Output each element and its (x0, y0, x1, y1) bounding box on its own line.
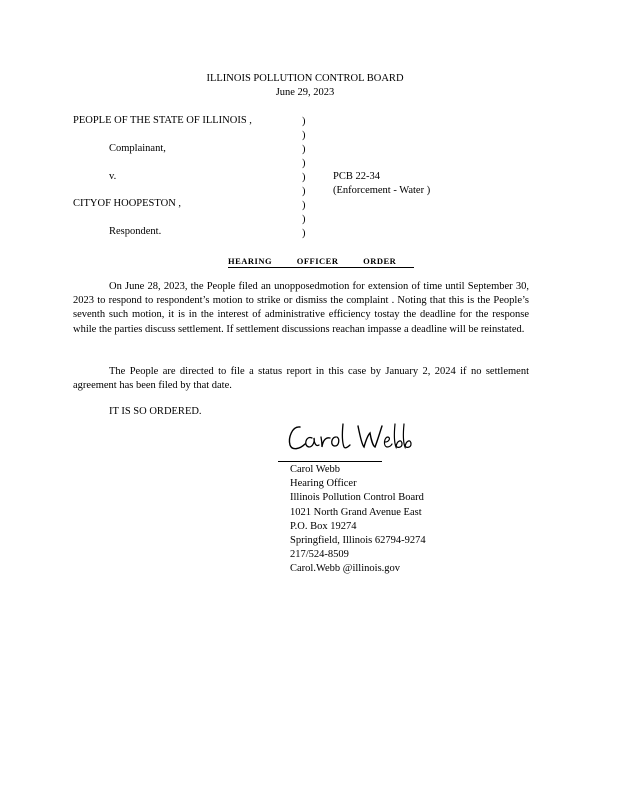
signer-agency: Illinois Pollution Control Board (290, 492, 424, 504)
handwritten-signature (286, 418, 414, 458)
order-paragraph-2: The People are directed to file a status report in this case by January 2, 2024 if no settlement agreement has been filed by that date. (73, 366, 529, 392)
phone-number: 217/524-8509 (290, 549, 349, 561)
case-type: (Enforcement - Water ) (333, 185, 431, 196)
paren: ) (302, 228, 306, 239)
paren: ) (302, 200, 306, 211)
paren: ) (302, 144, 306, 155)
signer-name: Carol Webb (290, 464, 340, 475)
order-title: HEARING OFFICER ORDER (228, 256, 414, 268)
closing-statement: IT IS SO ORDERED. (109, 406, 202, 417)
address-line-3: Springfield, Illinois 62794-9274 (290, 535, 426, 547)
paren: ) (302, 130, 306, 141)
address-line-1: 1021 North Grand Avenue East (290, 506, 422, 518)
order-date: June 29, 2023 (275, 87, 335, 98)
paren: ) (302, 186, 306, 197)
agency-heading: ILLINOIS POLLUTION CONTROL BOARD (206, 73, 404, 84)
signer-title: Hearing Officer (290, 478, 357, 490)
respondent-name: CITYOF HOOPESTON , (73, 198, 182, 209)
order-paragraph-1: On June 28, 2023, the People filed an unopposedmotion for extension of time until September 30, 2023 to respond to respondent’s motion to strike or dismiss the complaint . Noting that this is the People’s seventh such motion, it is in the interest of administrative efficiency tostay the deadline for the response while the parties discuss settlement. If settlement discussions reachan impasse a deadline will be reinstated. (73, 281, 529, 335)
signature-line (278, 461, 382, 462)
email-address: Carol.Webb @illinois.gov (290, 563, 401, 575)
complainant-label: Complainant, (109, 143, 166, 154)
paren: ) (302, 214, 306, 225)
signature-block (290, 463, 426, 577)
paren: ) (302, 116, 306, 127)
complainant-name: PEOPLE OF THE STATE OF ILLINOIS , (73, 115, 252, 126)
caption-parentheses (302, 115, 306, 241)
versus-label: v. (109, 171, 117, 182)
respondent-label: Respondent. (109, 226, 162, 237)
address-line-2: P.O. Box 19274 (290, 520, 357, 532)
paren: ) (302, 172, 306, 183)
case-number: PCB 22-34 (333, 171, 380, 182)
paren: ) (302, 158, 306, 169)
